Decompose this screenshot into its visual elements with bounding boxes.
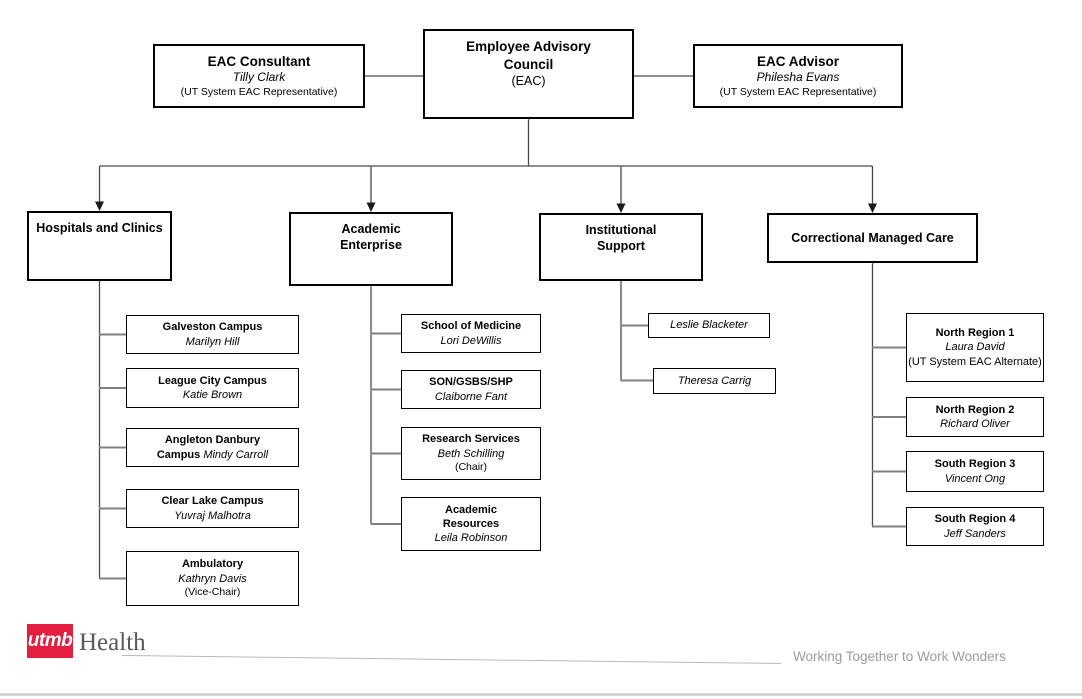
utmb-logo bbox=[27, 624, 73, 658]
box-angleton-danbury-campus bbox=[126, 428, 299, 467]
branch-arrowheads bbox=[95, 202, 877, 214]
box-title: Research Services bbox=[422, 433, 520, 446]
box-employee-advisory-council bbox=[423, 29, 634, 119]
box-note: (UT System EAC Representative) bbox=[180, 85, 338, 98]
box-leslie-blacketer bbox=[648, 313, 770, 338]
box-person-name: Tilly Clark bbox=[232, 70, 286, 85]
box-title: North Region 2 bbox=[935, 403, 1015, 416]
box-title: SON/GSBS/SHP bbox=[429, 376, 513, 389]
box-person-name: Theresa Carrig bbox=[677, 374, 752, 387]
box-eac-consultant bbox=[153, 44, 365, 108]
box-correctional-managed-care bbox=[767, 213, 978, 263]
box-academic-resources bbox=[401, 497, 541, 551]
box-league-city-campus bbox=[126, 368, 299, 408]
box-title: Hospitals and Clinics bbox=[36, 221, 163, 235]
box-title: South Region 3 bbox=[934, 458, 1016, 471]
box-title: School of Medicine bbox=[420, 320, 522, 333]
box-research-services bbox=[401, 427, 541, 480]
box-ambulatory bbox=[126, 551, 299, 606]
box-person-name: Lori DeWillis bbox=[440, 334, 502, 347]
health-wordmark: Health bbox=[79, 629, 146, 656]
box-institutional-support bbox=[539, 213, 703, 281]
box-north-region-2 bbox=[906, 397, 1044, 437]
box-note: (Chair) bbox=[454, 460, 488, 473]
box-title: Academic Enterprise bbox=[340, 222, 402, 253]
box-person-name: Leila Robinson bbox=[434, 532, 508, 545]
box-person-name: Leslie Blacketer bbox=[670, 319, 748, 332]
box-eac-advisor bbox=[693, 44, 903, 108]
utmb-logo-text: utmb bbox=[27, 630, 73, 651]
box-person-name: Jeff Sanders bbox=[944, 527, 1006, 540]
box-title: League City Campus bbox=[158, 374, 267, 387]
box-school-of-medicine bbox=[401, 314, 541, 353]
box-person-name: Vincent Ong bbox=[944, 472, 1006, 485]
box-son-gsbs-shp bbox=[401, 370, 541, 409]
box-title: EAC Advisor bbox=[756, 53, 839, 69]
connector-hospitals bbox=[99, 281, 126, 579]
box-title: Correctional Managed Care bbox=[791, 230, 954, 245]
box-note: (Vice-Chair) bbox=[184, 585, 241, 598]
box-south-region-4 bbox=[906, 507, 1044, 546]
box-title: EAC Consultant bbox=[207, 53, 311, 69]
box-person-name: Beth Schilling bbox=[437, 447, 505, 460]
logo-swoosh-line bbox=[122, 656, 781, 664]
box-title: Angleton Danbury Campus bbox=[156, 434, 261, 461]
box-person-name: Yuvraj Malhotra bbox=[174, 509, 251, 522]
box-person-name: Claiborne Fant bbox=[434, 390, 508, 403]
box-inline-text bbox=[145, 433, 281, 462]
box-person-name: Mindy Carroll bbox=[203, 448, 269, 461]
box-title: Clear Lake Campus bbox=[161, 495, 264, 508]
box-person-name: Laura David bbox=[945, 341, 1005, 354]
footer-tagline: Working Together to Work Wonders bbox=[793, 649, 1006, 664]
box-title: Institutional Support bbox=[585, 223, 657, 254]
connector-academic bbox=[371, 286, 402, 524]
box-title: Academic Resources bbox=[442, 503, 500, 530]
box-person-name: Kathryn Davis bbox=[178, 572, 247, 585]
box-person-name: Philesha Evans bbox=[756, 70, 840, 85]
box-north-region-1 bbox=[906, 313, 1044, 382]
box-note: (UT System EAC Representative) bbox=[719, 85, 877, 98]
box-title: Ambulatory bbox=[181, 558, 244, 571]
box-title: Galveston Campus bbox=[162, 321, 263, 334]
box-theresa-carrig bbox=[653, 368, 776, 394]
box-academic-enterprise bbox=[289, 212, 453, 286]
box-galveston-campus bbox=[126, 315, 299, 354]
box-title: North Region 1 bbox=[935, 327, 1015, 340]
box-clear-lake-campus bbox=[126, 489, 299, 528]
box-person-name: Marilyn Hill bbox=[185, 335, 240, 348]
box-south-region-3 bbox=[906, 451, 1044, 492]
box-hospitals-and-clinics bbox=[27, 211, 172, 281]
box-person-name: Richard Oliver bbox=[940, 418, 1010, 430]
box-note: (UT System EAC Alternate) bbox=[908, 355, 1042, 368]
box-person-name: Katie Brown bbox=[182, 389, 243, 401]
box-title: Employee Advisory Council bbox=[466, 39, 591, 72]
box-subtitle: (EAC) bbox=[511, 74, 546, 89]
connector-correctional bbox=[872, 263, 906, 527]
box-title: South Region 4 bbox=[934, 513, 1016, 526]
